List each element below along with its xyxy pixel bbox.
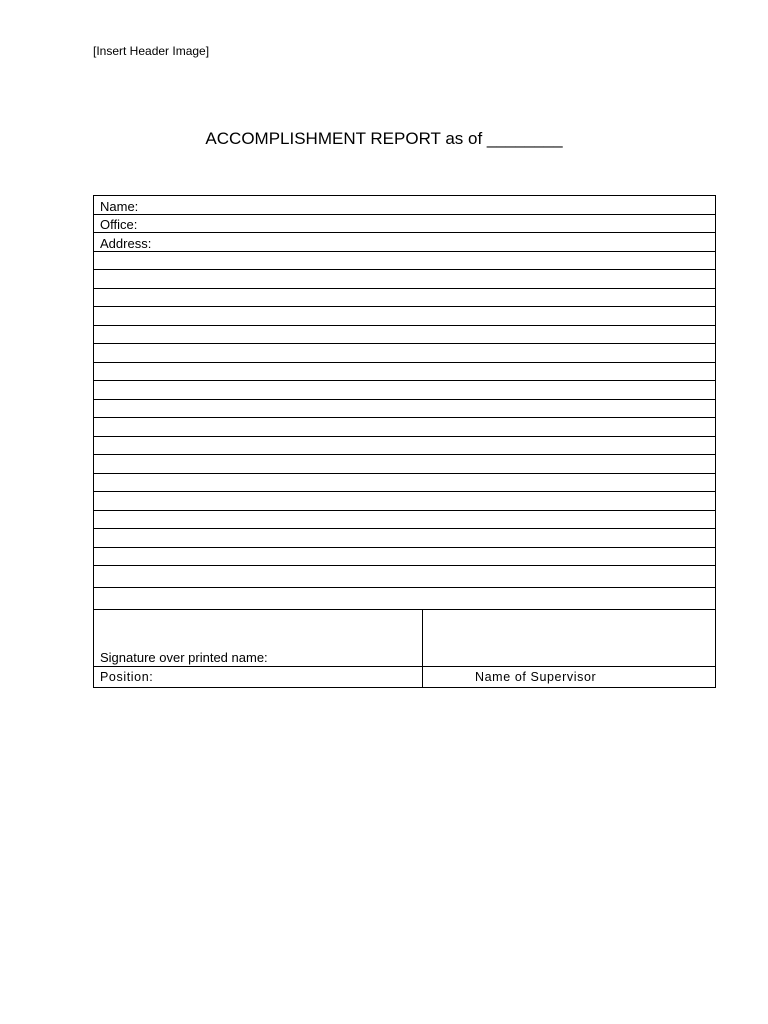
blank-entry-cell[interactable] bbox=[94, 588, 716, 610]
blank-entry-cell[interactable] bbox=[94, 362, 716, 381]
supervisor-signature-field[interactable] bbox=[423, 610, 716, 667]
blank-entry-cell[interactable] bbox=[94, 547, 716, 566]
supervisor-name-field[interactable]: Name of Supervisor bbox=[423, 667, 716, 688]
blank-entry-cell[interactable] bbox=[94, 566, 716, 588]
blank-entry-cell[interactable] bbox=[94, 436, 716, 455]
blank-row bbox=[94, 529, 716, 548]
position-row bbox=[94, 667, 716, 688]
blank-entry-cell[interactable] bbox=[94, 381, 716, 400]
blank-entry-cell[interactable] bbox=[94, 492, 716, 511]
address-field[interactable]: Address: bbox=[94, 233, 716, 252]
address-row bbox=[94, 233, 716, 252]
blank-entry-cell[interactable] bbox=[94, 270, 716, 289]
blank-row bbox=[94, 251, 716, 270]
blank-row bbox=[94, 307, 716, 326]
blank-row bbox=[94, 418, 716, 437]
blank-row bbox=[94, 344, 716, 363]
blank-row bbox=[94, 473, 716, 492]
blank-entry-cell[interactable] bbox=[94, 455, 716, 474]
blank-row bbox=[94, 362, 716, 381]
signature-field[interactable]: Signature over printed name: bbox=[94, 610, 423, 667]
blank-row bbox=[94, 510, 716, 529]
blank-row bbox=[94, 547, 716, 566]
blank-row bbox=[94, 455, 716, 474]
office-row bbox=[94, 214, 716, 233]
name-field[interactable]: Name: bbox=[94, 196, 716, 215]
blank-row bbox=[94, 270, 716, 289]
blank-entry-cell[interactable] bbox=[94, 344, 716, 363]
blank-row bbox=[94, 566, 716, 588]
blank-entry-cell[interactable] bbox=[94, 288, 716, 307]
blank-entry-cell[interactable] bbox=[94, 325, 716, 344]
signature-row bbox=[94, 610, 716, 667]
blank-entry-cell[interactable] bbox=[94, 251, 716, 270]
name-row bbox=[94, 196, 716, 215]
blank-row bbox=[94, 399, 716, 418]
header-image-placeholder: [Insert Header Image] bbox=[93, 44, 210, 58]
blank-row bbox=[94, 288, 716, 307]
report-title: ACCOMPLISHMENT REPORT as of ________ bbox=[205, 129, 563, 148]
blank-entry-cell[interactable] bbox=[94, 473, 716, 492]
blank-entry-cell[interactable] bbox=[94, 307, 716, 326]
position-field[interactable]: Position: bbox=[94, 667, 423, 688]
blank-row bbox=[94, 325, 716, 344]
blank-row bbox=[94, 588, 716, 610]
blank-entry-cell[interactable] bbox=[94, 418, 716, 437]
blank-entry-cell[interactable] bbox=[94, 510, 716, 529]
accomplishment-form-table bbox=[93, 195, 716, 688]
blank-entry-cell[interactable] bbox=[94, 399, 716, 418]
blank-entry-cell[interactable] bbox=[94, 529, 716, 548]
office-field[interactable]: Office: bbox=[94, 214, 716, 233]
blank-row bbox=[94, 436, 716, 455]
blank-row bbox=[94, 381, 716, 400]
blank-row bbox=[94, 492, 716, 511]
